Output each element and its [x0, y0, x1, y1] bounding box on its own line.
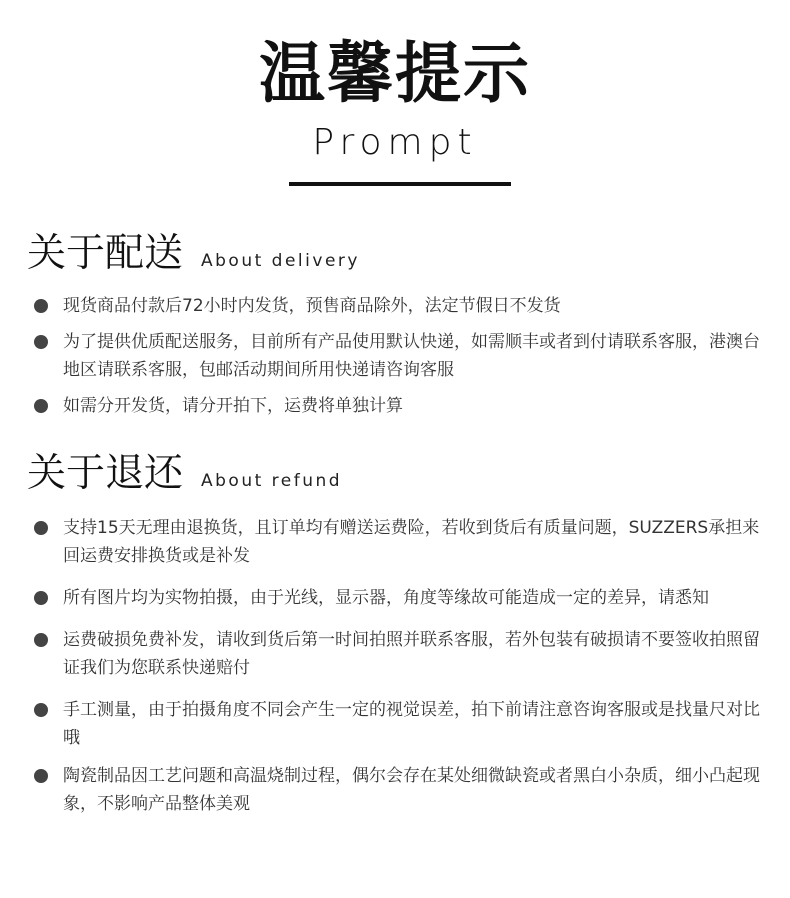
page-title: 温馨提示: [259, 35, 531, 112]
list-item-text: 运费破损免费补发，请收到货后第一时间拍照并联系客服，若外包装有破损请不要签收拍照留证我们为您联系快递赔付: [63, 630, 760, 678]
section-heading-refund: [27, 452, 342, 496]
bullet-icon: [34, 521, 48, 535]
list-item: [33, 514, 773, 570]
list-item: [33, 292, 773, 320]
list-item: [33, 392, 773, 420]
delivery-list: [33, 292, 773, 420]
list-item-text: 手工测量，由于拍摄角度不同会产生一定的视觉误差，拍下前请注意咨询客服或是找量尺对比哦: [63, 700, 760, 748]
list-item: [33, 762, 773, 818]
list-item: [33, 328, 773, 384]
list-item-text: 陶瓷制品因工艺问题和高温烧制过程，偶尔会存在某处细微缺瓷或者黑白小杂质，细小凸起现象，不影响产品整体美观: [63, 766, 760, 814]
bullet-icon: [34, 299, 48, 313]
bullet-icon: [34, 633, 48, 647]
list-item-text: 为了提供优质配送服务，目前所有产品使用默认快递，如需顺丰或者到付请联系客服，港澳台地区请联系客服，包邮活动期间所用快递请咨询客服: [63, 332, 760, 380]
list-item-text: 如需分开发货，请分开拍下，运费将单独计算: [63, 396, 403, 416]
page-subtitle: Prompt: [312, 122, 478, 163]
list-item: [33, 584, 773, 612]
bullet-icon: [34, 703, 48, 717]
section-heading-delivery: [27, 232, 360, 276]
bullet-icon: [34, 769, 48, 783]
bullet-icon: [34, 591, 48, 605]
section-title-zh: 关于配送: [27, 231, 184, 276]
bullet-icon: [34, 399, 48, 413]
bullet-icon: [34, 335, 48, 349]
title-divider: [289, 182, 511, 186]
list-item-text: 支持15天无理由退换货，且订单均有赠送运费险，若收到货后有质量问题，SUZZERS承担来回运费安排换货或是补发: [63, 518, 760, 566]
refund-list: [33, 514, 773, 818]
list-item-text: 现货商品付款后72小时内发货，预售商品除外，法定节假日不发货: [63, 296, 561, 316]
list-item: [33, 626, 773, 682]
section-title-en: About refund: [201, 471, 343, 491]
section-title-zh: 关于退还: [27, 451, 184, 496]
section-title-en: About delivery: [201, 251, 360, 271]
list-item: [33, 696, 773, 752]
list-item-text: 所有图片均为实物拍摄，由于光线，显示器，角度等缘故可能造成一定的差异，请悉知: [63, 588, 709, 608]
